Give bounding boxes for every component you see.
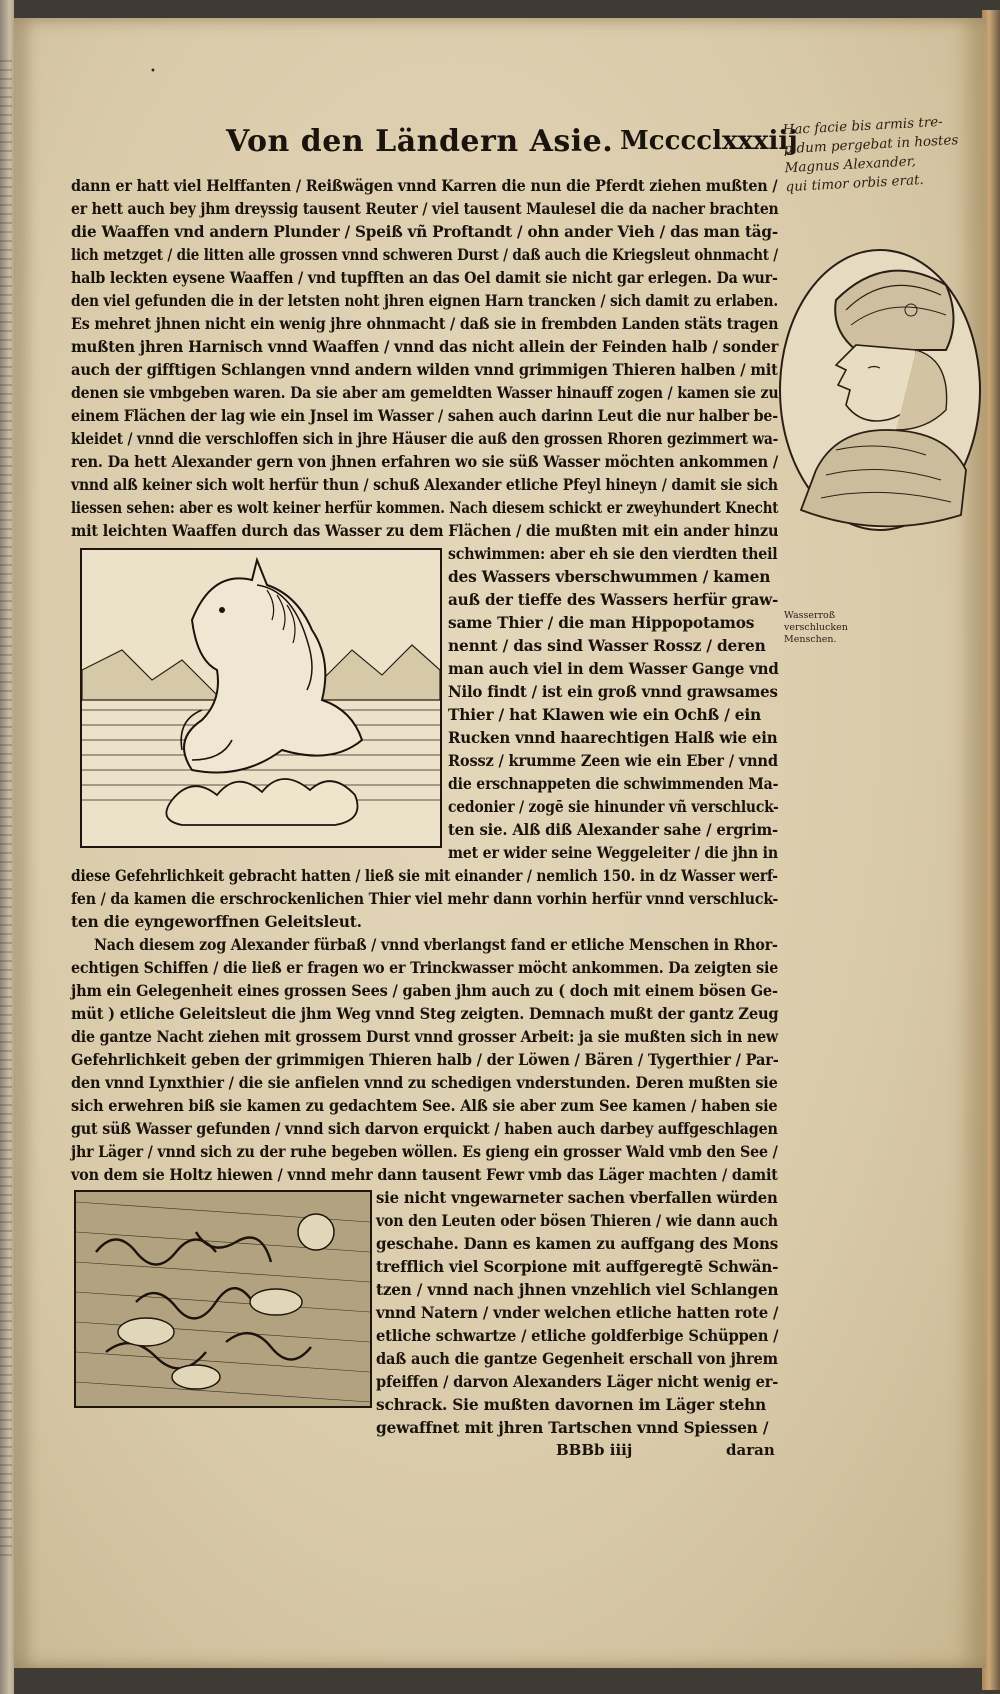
serpents-woodcut bbox=[74, 1190, 372, 1408]
text-line: dann er hatt viel Helffanten / Reißwägen vnnd Karren die nun die Pferdt ziehen mußten / bbox=[71, 177, 778, 195]
text-line: etliche schwartze / etliche goldferbige Schüppen / bbox=[376, 1327, 779, 1345]
text-line: auß der tieffe des Wassers herfür graw- bbox=[448, 591, 779, 609]
text-line: nennt / das sind Wasser Rossz / deren bbox=[448, 637, 766, 655]
margin-note-wasserross bbox=[784, 610, 848, 646]
text-line: von den Leuten oder bösen Thieren / wie dann auch bbox=[376, 1212, 778, 1230]
text-line: einem Flächen der lag wie ein Jnsel im Wasser / sahen auch darinn Leut die nur halber be- bbox=[71, 407, 778, 425]
text-line: cedonier / zogē sie hinunder vñ verschluck- bbox=[448, 798, 779, 816]
text-line: den vnnd Lynxthier / die sie anfielen vnnd zu schedigen vnderstunden. Deren mußten sie bbox=[71, 1074, 778, 1092]
text-line: geschahe. Dann es kamen zu auffgang des Mons bbox=[376, 1235, 779, 1253]
text-line: man auch viel in dem Wasser Gange vnd bbox=[448, 660, 779, 678]
margin-note-line: Wasserroß bbox=[784, 610, 836, 621]
text-line: Es mehret jhnen nicht ein wenig jhre ohnmacht / daß sie in frembden Landen stäts tragen bbox=[71, 315, 779, 333]
text-line: ren. Da hett Alexander gern von jhnen erfahren wo sie süß Wasser möchten ankommen / bbox=[71, 453, 778, 471]
alexander-portrait bbox=[776, 240, 984, 540]
text-line: er hett auch bey jhm dreyssig tausent Reuter / viel tausent Maulesel die da nacher brachten bbox=[71, 200, 779, 218]
folio-number: Mcccclxxxiij bbox=[620, 126, 798, 156]
text-line: die gantze Nacht ziehen mit grossem Durst vnnd grosser Arbeit: ja sie mußten sich in new bbox=[71, 1028, 779, 1046]
text-line: schwimmen: aber eh sie den vierdten theil bbox=[448, 545, 778, 563]
text-line: daß auch die gantze Gegenheit erschall von jhrem bbox=[376, 1350, 778, 1368]
text-line: die erschnappeten die schwimmenden Ma- bbox=[448, 775, 779, 793]
text-line: jhm ein Gelegenheit eines grossen Sees / gaben jhm auch zu ( doch mit einem bösen Ge- bbox=[71, 982, 778, 1000]
text-line: vnnd alß keiner sich wolt herfür thun / schuß Alexander etliche Pfeyl hineyn / damit sie sich bbox=[71, 476, 778, 494]
text-line: schrack. Sie mußten davornen im Läger stehn bbox=[376, 1396, 767, 1414]
text-line: tzen / vnnd nach jhnen vnzehlich viel Schlangen bbox=[376, 1281, 779, 1299]
text-line: die Waaffen vnd andern Plunder / Speiß vñ Proftandt / ohn ander Vieh / das man täg- bbox=[71, 223, 778, 241]
text-line: Rossz / krumme Zeen wie ein Eber / vnnd bbox=[448, 752, 778, 770]
text-line: same Thier / die man Hippopotamos bbox=[448, 614, 755, 632]
text-line: met er wider seine Weggeleiter / die jhn in bbox=[448, 844, 778, 862]
text-line: ten sie. Alß diß Alexander sahe / ergrim- bbox=[448, 821, 778, 839]
text-line: mit leichten Waaffen durch das Wasser zu dem Flächen / die mußten mit ein ander hinzu bbox=[71, 522, 779, 540]
margin-verse-line: pidum pergebat in hostes bbox=[783, 132, 959, 158]
text-line: trefflich viel Scorpione mit auffgeregtē Schwän- bbox=[376, 1258, 779, 1276]
text-line: vnnd Natern / vnder welchen etliche hatten rote / bbox=[376, 1304, 779, 1322]
text-line: sich erwehren biß sie kamen zu gedachtem See. Alß sie aber zum See kamen / haben sie bbox=[71, 1097, 778, 1115]
text-line: fen / da kamen die erschrockenlichen Thier viel mehr dann vorhin herfür vnnd verschluck- bbox=[71, 890, 779, 908]
text-line: echtigen Schiffen / die ließ er fragen wo er Trinckwasser möcht ankommen. Da zeigten sie bbox=[71, 959, 779, 977]
text-line: diese Gefehrlichkeit gebracht hatten / ließ sie mit einander / nemlich 150. in dz Wasser werf- bbox=[71, 867, 778, 885]
text-line: gut süß Wasser gefunden / vnnd sich darvon erquickt / haben auch darbey auffgeschlagen bbox=[71, 1120, 778, 1138]
margin-verse-line: Hac facie bis armis tre- bbox=[782, 113, 944, 139]
text-line: Gefehrlichkeit geben der grimmigen Thieren halb / der Löwen / Bären / Tygerthier / Par- bbox=[71, 1051, 779, 1069]
text-line: ten die eyngeworffnen Geleitsleut. bbox=[71, 913, 362, 931]
text-line: kleidet / vnnd die verschloffen sich in jhre Häuser die auß den grossen Rhoren gezimmert wa- bbox=[71, 430, 779, 448]
catchword: daran bbox=[726, 1441, 775, 1459]
text-line: müt ) etliche Geleitsleut die jhm Weg vnnd Steg zeigten. Demnach mußt der gantz Zeug bbox=[71, 1005, 779, 1023]
text-line: sie nicht vngewarneter sachen vberfallen würden bbox=[376, 1189, 778, 1207]
text-line: Rucken vnnd haarechtigen Halß wie ein bbox=[448, 729, 778, 747]
text-line: mußten jhren Harnisch vnnd Waaffen / vnnd das nicht allein der Feinden halb / sonder bbox=[71, 338, 779, 356]
text-line: Nach diesem zog Alexander fürbaß / vnnd vberlangst fand er etliche Menschen in Rhor- bbox=[94, 936, 778, 954]
margin-verse-line: qui timor orbis erat. bbox=[785, 171, 925, 196]
text-line: jhr Läger / vnnd sich zu der ruhe begeben wöllen. Es gieng ein grosser Wald vmb den See / bbox=[71, 1143, 778, 1161]
hippopotamus-woodcut bbox=[80, 548, 442, 848]
text-line: pfeiffen / darvon Alexanders Läger nicht wenig er- bbox=[376, 1373, 779, 1391]
text-line: denen sie vmbgeben waren. Da sie aber am gemeldten Wasser hinauff zogen / kamen sie zu bbox=[71, 384, 779, 402]
text-line: liessen sehen: aber es wolt keiner herfür kommen. Nach diesem schickt er zweyhundert Knecht bbox=[71, 499, 779, 517]
signature-mark: BBBb iiij bbox=[556, 1441, 633, 1459]
text-line: Thier / hat Klawen wie ein Ochß / ein bbox=[448, 706, 762, 724]
corner-mark: • bbox=[150, 66, 156, 77]
text-line: gewaffnet mit jhren Tartschen vnnd Spiessen / bbox=[376, 1419, 769, 1437]
text-line: Nilo findt / ist ein groß vnnd grawsames bbox=[448, 683, 778, 701]
margin-verse bbox=[782, 111, 986, 197]
facing-page-fragments bbox=[0, 60, 12, 1560]
text-line: von dem sie Holtz hiewen / vnnd mehr dann tausent Fewr vmb das Läger machten / damit bbox=[71, 1166, 778, 1184]
running-head: Von den Ländern Asie. bbox=[226, 124, 614, 159]
margin-note-line: Menschen. bbox=[784, 634, 837, 645]
text-line: des Wassers vberschwummen / kamen bbox=[448, 568, 771, 586]
text-line: lich metzget / die litten alle grossen vnnd schweren Durst / daß auch die Kriegsleut ohnmacht / bbox=[71, 246, 779, 264]
text-line: halb leckten eysene Waaffen / vnd tupfften an das Oel damit sie nicht gar erlegen. Da wur- bbox=[71, 269, 778, 287]
text-line: auch der gifftigen Schlangen vnnd andern wilden vnnd grimmigen Thieren halben / mit bbox=[71, 361, 778, 379]
margin-note-line: verschlucken bbox=[784, 622, 848, 633]
margin-verse-line: Magnus Alexander, bbox=[784, 153, 917, 177]
text-line: den viel gefunden die in der letsten noht jhren eignen Harn trancken / sich damit zu erlaben. bbox=[71, 292, 778, 310]
